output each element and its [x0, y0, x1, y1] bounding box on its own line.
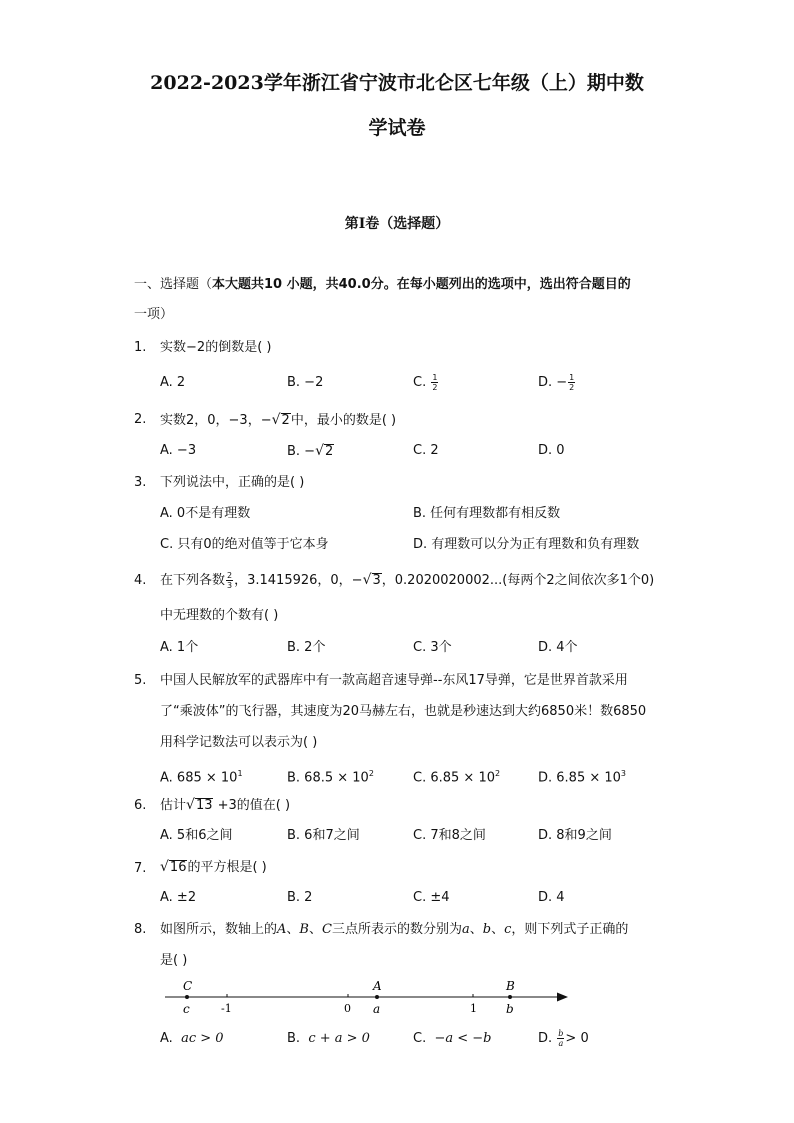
section-heading: 一、选择题（本大题共10 小题，共40.0分。在每小题列出的选项中，选出符合题目的 — [134, 277, 631, 292]
q2-option-c: C. 2 — [413, 443, 439, 458]
q1-option-a: A. 2 — [160, 375, 186, 390]
point-c-dot — [185, 995, 189, 999]
point-b-label: B — [506, 979, 515, 993]
q2-option-d: D. 0 — [538, 443, 565, 458]
arrow-head-icon — [557, 993, 568, 1002]
point-a-var: a — [373, 1002, 381, 1016]
volume-heading: 第I卷（选择题） — [344, 216, 450, 232]
point-c-var: c — [183, 1002, 190, 1016]
tick-label-one: 1 — [470, 1002, 477, 1015]
point-c-label: C — [183, 979, 193, 993]
q2-option-a: A. −3 — [160, 443, 197, 458]
section-heading-line2: 一项） — [134, 307, 174, 322]
q5-option-b: B. $68.5 \times 10^2$ — [287, 769, 374, 786]
q5-option-c: C. $6.85 \times 10^2$ — [413, 769, 501, 786]
q3-option-c: C. 只有0的绝对值等于它本身 — [160, 537, 329, 552]
point-b-dot — [508, 995, 512, 999]
q6-option-c: C. 7和8之间 — [413, 828, 486, 843]
q8-stem-line1: 如图所示，数轴上的A、B、C三点所表示的数分别为a、b、c，则下列式子正确的 — [160, 922, 629, 937]
q7-stem: √16的平方根是( ) — [160, 859, 267, 875]
q7-option-b: B. 2 — [287, 890, 313, 905]
point-a-label: A — [373, 979, 382, 993]
q8-option-c: C. −a < −b — [413, 1031, 492, 1046]
q1-option-c: C. $\frac{1}{2}$ — [413, 373, 438, 392]
q5-stem-line1: 中国人民解放军的武器库中有一款高超音速导弹--东风17导弹，它是世界首款采用 — [160, 673, 628, 688]
q4-option-d: D. 4个 — [538, 640, 578, 655]
q1-number: 1. — [134, 340, 147, 355]
q1-option-d: D. − $\frac{1}{2}$ — [538, 373, 575, 392]
q8-option-d: D. $\frac{b}{a}$ > 0 — [538, 1029, 589, 1048]
title-line-1: 2022-2023学年浙江省宁波市北仑区七年级（上）期中数 — [150, 72, 644, 94]
q3-option-d: D. 有理数可以分为正有理数和负有理数 — [413, 537, 640, 552]
q6-option-b: B. 6和7之间 — [287, 828, 360, 843]
q5-option-a: A. $685 \times 10^1$ — [160, 769, 243, 786]
q7-option-c: C. ±4 — [413, 890, 450, 905]
q7-option-d: D. 4 — [538, 890, 565, 905]
q7-option-a: A. ±2 — [160, 890, 197, 905]
q8-option-b: B. c + a > 0 — [287, 1031, 370, 1046]
point-a-dot — [375, 995, 379, 999]
tick-label-zero: 0 — [344, 1002, 351, 1015]
q4-stem: 在下列各数 $\frac{2}{3}$ ，3.1415926，0，−√3，0.2020020002...(每两个2之间依次多1个0) — [160, 571, 655, 590]
q3-number: 3. — [134, 475, 147, 490]
fraction: $\frac{b}{a}$ — [558, 1029, 564, 1048]
fraction: $\frac{1}{2}$ — [569, 373, 575, 392]
point-b-var: b — [506, 1002, 514, 1016]
q6-stem: 估计√13 +3的值在( ) — [160, 797, 291, 813]
q6-number: 6. — [134, 798, 147, 813]
q4-option-a: A. 1个 — [160, 640, 199, 655]
q2-option-b: B. −√2 — [287, 443, 334, 459]
q4-option-b: B. 2个 — [287, 640, 326, 655]
title-line-2: 学试卷 — [368, 117, 426, 139]
q3-option-b: B. 任何有理数都有相反数 — [413, 506, 561, 521]
q5-stem-line2: 了“乘波体”的飞行器，其速度为20马赫左右，也就是秒速达到大约6850米！数6850 — [160, 704, 647, 719]
q6-option-d: D. 8和9之间 — [538, 828, 612, 843]
number-line-figure — [160, 975, 580, 1020]
q2-stem: 实数2，0，−3，−√2中，最小的数是( ) — [160, 412, 397, 428]
q1-option-b: B. −2 — [287, 375, 324, 390]
q1-stem: 实数−2的倒数是( ) — [160, 340, 272, 355]
q8-option-a: A. ac > 0 — [160, 1031, 224, 1046]
q5-number: 5. — [134, 673, 147, 688]
q8-stem-line2: 是( ) — [160, 953, 188, 968]
q8-number: 8. — [134, 922, 147, 937]
q2-number: 2. — [134, 412, 147, 427]
q3-stem: 下列说法中，正确的是( ) — [160, 475, 305, 490]
q5-option-d: D. $6.85 \times 10^3$ — [538, 769, 627, 786]
q5-stem-line3: 用科学记数法可以表示为( ) — [160, 735, 318, 750]
q6-option-a: A. 5和6之间 — [160, 828, 233, 843]
q4-number: 4. — [134, 573, 147, 588]
q4-option-c: C. 3个 — [413, 640, 452, 655]
q7-number: 7. — [134, 861, 147, 876]
q4-stem-line2: 中无理数的个数有( ) — [160, 608, 279, 623]
tick-label-neg1: -1 — [221, 1002, 232, 1015]
fraction: $\frac{1}{2}$ — [432, 373, 438, 392]
fraction: $\frac{2}{3}$ — [227, 571, 233, 590]
q3-option-a: A. 0不是有理数 — [160, 506, 251, 521]
